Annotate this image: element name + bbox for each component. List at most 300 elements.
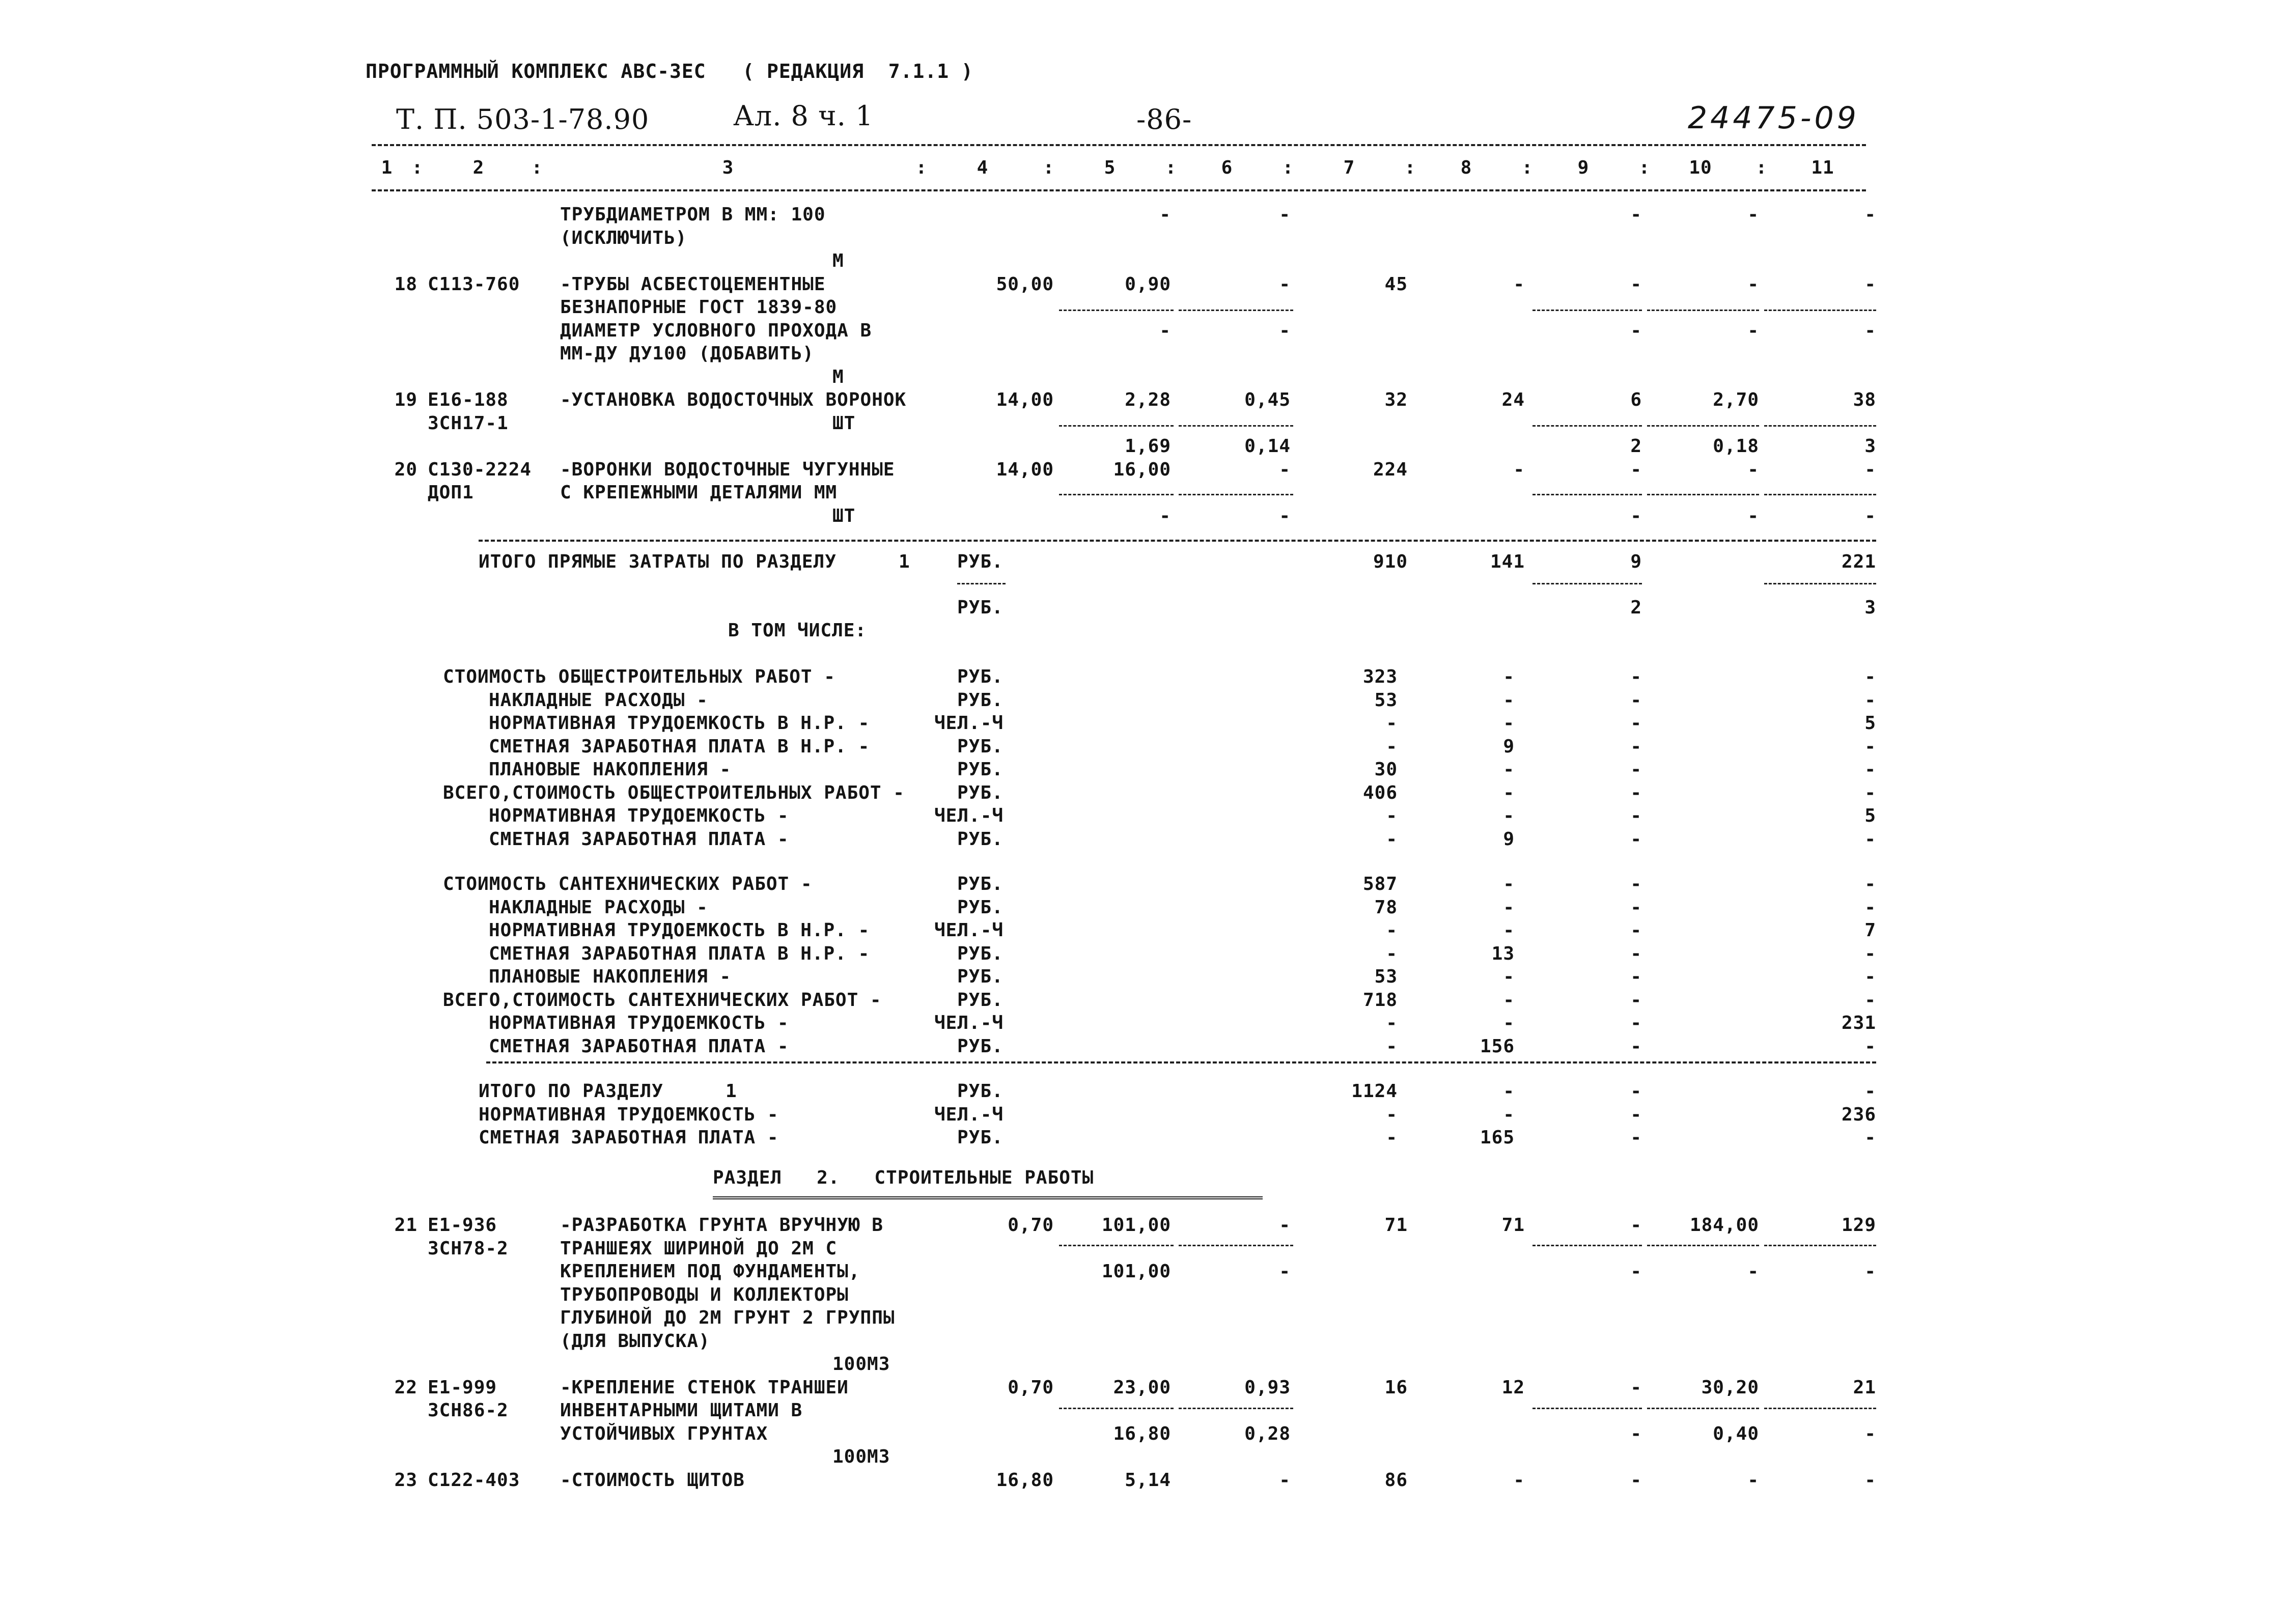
breakdown-c7: 53 bbox=[1374, 689, 1398, 711]
cell-c5: - bbox=[1159, 505, 1171, 526]
section-total-c7: - bbox=[1386, 1127, 1398, 1148]
cell-c11: - bbox=[1864, 320, 1876, 341]
section-total-c11: - bbox=[1864, 1081, 1876, 1102]
breakdown-unit: РУБ. bbox=[957, 1035, 1004, 1057]
cell-c2: С122-403 bbox=[428, 1469, 520, 1491]
column-header-11: 11 bbox=[1811, 157, 1834, 178]
breakdown-c8: - bbox=[1503, 666, 1515, 687]
breakdown-c8: - bbox=[1503, 689, 1515, 711]
section-total-c11: - bbox=[1864, 1127, 1876, 1148]
column-separator: : bbox=[1165, 157, 1177, 178]
section-total-c8: 165 bbox=[1480, 1127, 1515, 1148]
breakdown-c8: - bbox=[1503, 805, 1515, 826]
column-header-4: 4 bbox=[977, 157, 989, 178]
section-total-c9: - bbox=[1630, 1081, 1642, 1102]
column-header-6: 6 bbox=[1221, 157, 1233, 178]
cell-c4: 14,00 bbox=[996, 459, 1054, 480]
column-header-9: 9 bbox=[1577, 157, 1590, 178]
cell-c5: 101,00 bbox=[1101, 1261, 1171, 1282]
cell-c8: - bbox=[1513, 1469, 1525, 1491]
cell-c5: 5,14 bbox=[1125, 1469, 1171, 1491]
cell-c10: 0,18 bbox=[1713, 436, 1759, 457]
breakdown-c11: - bbox=[1864, 782, 1876, 803]
breakdown-c9: - bbox=[1630, 897, 1642, 918]
cell-rule bbox=[1179, 1408, 1293, 1409]
breakdown-c7: - bbox=[1386, 920, 1398, 941]
cell-c5: 16,00 bbox=[1113, 459, 1171, 480]
breakdown-c8: - bbox=[1503, 713, 1515, 734]
cell-c9: - bbox=[1630, 273, 1642, 295]
column-separator: : bbox=[1282, 157, 1294, 178]
breakdown-c11: - bbox=[1864, 943, 1876, 964]
cell-c5: 2,28 bbox=[1125, 389, 1171, 410]
breakdown-label: НОРМАТИВНАЯ ТРУДОЕМКОСТЬ В Н.Р. - bbox=[489, 713, 870, 734]
total-c8: 141 bbox=[1490, 551, 1525, 572]
cell-rule bbox=[1179, 1245, 1293, 1246]
item-unit: ШТ bbox=[832, 505, 856, 526]
cell-c11: 3 bbox=[1864, 436, 1876, 457]
item-description: ДИАМЕТР УСЛОВНОГО ПРОХОДА В bbox=[560, 320, 872, 341]
cell-c5: 1,69 bbox=[1125, 436, 1171, 457]
cell-c7: 32 bbox=[1384, 389, 1408, 410]
breakdown-c11: - bbox=[1864, 897, 1876, 918]
total-unit-2: РУБ. bbox=[957, 597, 1004, 618]
cell-rule bbox=[1059, 1408, 1174, 1409]
item-unit: ШТ bbox=[832, 412, 856, 434]
cell-c7: 224 bbox=[1373, 459, 1408, 480]
column-separator: : bbox=[411, 157, 424, 178]
cell-rule bbox=[1532, 494, 1642, 495]
cell-rule bbox=[1764, 425, 1876, 427]
cell-c10: 0,40 bbox=[1713, 1423, 1759, 1444]
cell-c4: 14,00 bbox=[996, 389, 1054, 410]
item-unit: М bbox=[832, 366, 844, 387]
cell-c2: Е16-188 bbox=[428, 389, 509, 410]
cell-c11: - bbox=[1864, 204, 1876, 225]
breakdown-unit: РУБ. bbox=[957, 966, 1004, 987]
cell-c11: - bbox=[1864, 1261, 1876, 1282]
column-header-2: 2 bbox=[472, 157, 485, 178]
breakdown-c8: 156 bbox=[1480, 1035, 1515, 1057]
breakdown-unit: РУБ. bbox=[957, 874, 1004, 894]
breakdown-unit: ЧЕЛ.-Ч bbox=[934, 713, 1004, 734]
cell-c7: 86 bbox=[1384, 1469, 1408, 1491]
cell-c5: 16,80 bbox=[1113, 1423, 1171, 1444]
item-description: ТРАНШЕЯХ ШИРИНОЙ ДО 2М С bbox=[560, 1238, 838, 1259]
cell-c5: 0,90 bbox=[1125, 273, 1171, 295]
breakdown-c7: - bbox=[1386, 1035, 1398, 1057]
cell-c6: - bbox=[1279, 1261, 1291, 1282]
cell-c9: 2 bbox=[1630, 436, 1642, 457]
cell-c2: С113-760 bbox=[428, 273, 520, 295]
breakdown-c9: - bbox=[1630, 782, 1642, 803]
breakdown-label: НОРМАТИВНАЯ ТРУДОЕМКОСТЬ - bbox=[489, 1013, 789, 1033]
breakdown-c8: - bbox=[1503, 782, 1515, 803]
item-description: БЕЗНАПОРНЫЕ ГОСТ 1839-80 bbox=[560, 297, 838, 318]
column-separator: : bbox=[1638, 157, 1651, 178]
breakdown-label: ПЛАНОВЫЕ НАКОПЛЕНИЯ - bbox=[489, 759, 732, 780]
breakdown-c9: - bbox=[1630, 828, 1642, 850]
cell-c2: Е1-936 bbox=[428, 1215, 497, 1236]
cell-c10: - bbox=[1747, 505, 1759, 526]
cell-rule bbox=[1647, 494, 1759, 495]
item-description: КРЕПЛЕНИЕМ ПОД ФУНДАМЕНТЫ, bbox=[560, 1261, 860, 1282]
breakdown-c7: 53 bbox=[1374, 966, 1398, 987]
section-total-number: 1 bbox=[726, 1081, 737, 1102]
breakdown-label: ВСЕГО,СТОИМОСТЬ ОБЩЕСТРОИТЕЛЬНЫХ РАБОТ - bbox=[443, 782, 905, 803]
breakdown-c11: - bbox=[1864, 828, 1876, 850]
cell-c10: 30,20 bbox=[1701, 1377, 1759, 1398]
column-header-7: 7 bbox=[1343, 157, 1355, 178]
section-total-c7: - bbox=[1386, 1104, 1398, 1125]
breakdown-label: СТОИМОСТЬ САНТЕХНИЧЕСКИХ РАБОТ - bbox=[443, 874, 813, 894]
item-description: -КРЕПЛЕНИЕ СТЕНОК ТРАНШЕИ bbox=[560, 1377, 849, 1398]
item-description: -ВОРОНКИ ВОДОСТОЧНЫЕ ЧУГУННЫЕ bbox=[560, 459, 895, 480]
breakdown-c11: 7 bbox=[1864, 920, 1876, 941]
section-total-c11: 236 bbox=[1841, 1104, 1876, 1125]
breakdown-unit: РУБ. bbox=[957, 897, 1004, 918]
project-code: Т. П. 503-1-78.90 bbox=[396, 103, 650, 135]
cell-c9: - bbox=[1630, 505, 1642, 526]
total-c7: 910 bbox=[1373, 551, 1408, 572]
header-rule-top bbox=[372, 144, 1866, 146]
breakdown-unit: ЧЕЛ.-Ч bbox=[934, 920, 1004, 941]
cell-c8: 12 bbox=[1501, 1377, 1525, 1398]
cell-c1: 20 bbox=[394, 459, 417, 480]
cell-rule bbox=[1532, 425, 1642, 427]
breakdown-c7: - bbox=[1386, 713, 1398, 734]
cell-c9: 6 bbox=[1630, 389, 1642, 410]
item-unit: 100М3 bbox=[832, 1446, 890, 1467]
breakdown-c9: - bbox=[1630, 943, 1642, 964]
cell-rule bbox=[1764, 1408, 1876, 1409]
cell-c4: 0,70 bbox=[1008, 1215, 1054, 1236]
section-total-label: ИТОГО ПО РАЗДЕЛУ bbox=[479, 1081, 663, 1102]
total-section-number: 1 bbox=[899, 551, 910, 572]
breakdown-c8: - bbox=[1503, 989, 1515, 1011]
section-total-c9: - bbox=[1630, 1127, 1642, 1148]
breakdown-label: НОРМАТИВНАЯ ТРУДОЕМКОСТЬ - bbox=[489, 805, 789, 826]
breakdown-c8: - bbox=[1503, 897, 1515, 918]
cell-c6: 0,28 bbox=[1244, 1423, 1291, 1444]
cell-c6: - bbox=[1279, 1469, 1291, 1491]
cell-c9: - bbox=[1630, 1215, 1642, 1236]
header-rule-bottom bbox=[372, 189, 1866, 191]
breakdown-unit: РУБ. bbox=[957, 989, 1004, 1011]
cell-rule bbox=[1764, 310, 1876, 311]
cell-c2: ЗСН86-2 bbox=[428, 1400, 509, 1421]
cell-rule bbox=[1764, 494, 1876, 495]
cell-c4: 50,00 bbox=[996, 273, 1054, 295]
item-description: -СТОИМОСТЬ ЩИТОВ bbox=[560, 1469, 745, 1491]
breakdown-c8: - bbox=[1503, 874, 1515, 894]
column-header-3: 3 bbox=[722, 157, 734, 178]
cell-c5: 101,00 bbox=[1101, 1215, 1171, 1236]
column-header-5: 5 bbox=[1104, 157, 1116, 178]
cell-c6: - bbox=[1279, 1215, 1291, 1236]
cell-c2: ДОП1 bbox=[428, 482, 474, 503]
breakdown-c9: - bbox=[1630, 1013, 1642, 1033]
breakdown-c7: - bbox=[1386, 828, 1398, 850]
breakdown-c11: - bbox=[1864, 666, 1876, 687]
cell-c5: - bbox=[1159, 204, 1171, 225]
breakdown-c9: - bbox=[1630, 736, 1642, 757]
cell-c9: - bbox=[1630, 204, 1642, 225]
breakdown-c7: 718 bbox=[1362, 989, 1398, 1011]
breakdown-c9: - bbox=[1630, 989, 1642, 1011]
cell-c9: - bbox=[1630, 320, 1642, 341]
breakdown-c9: - bbox=[1630, 689, 1642, 711]
breakdown-c7: 406 bbox=[1362, 782, 1398, 803]
breakdown-unit: РУБ. bbox=[957, 782, 1004, 803]
cell-c10: - bbox=[1747, 273, 1759, 295]
item-unit: 100М3 bbox=[832, 1354, 890, 1375]
breakdown-unit: ЧЕЛ.-Ч bbox=[934, 1013, 1004, 1033]
column-header-10: 10 bbox=[1689, 157, 1712, 178]
cell-c6: - bbox=[1279, 505, 1291, 526]
cell-c6: - bbox=[1279, 273, 1291, 295]
cell-rule bbox=[1179, 425, 1293, 427]
cell-rule bbox=[1059, 310, 1174, 311]
total-c11: 221 bbox=[1841, 551, 1876, 572]
breakdown-c8: 13 bbox=[1491, 943, 1515, 964]
cell-c4: 16,80 bbox=[996, 1469, 1054, 1491]
block-rule bbox=[486, 1061, 1876, 1063]
breakdown-label: НАКЛАДНЫЕ РАСХОДЫ - bbox=[489, 897, 708, 918]
breakdown-c11: - bbox=[1864, 1035, 1876, 1057]
breakdown-c11: - bbox=[1864, 689, 1876, 711]
column-header-8: 8 bbox=[1460, 157, 1472, 178]
breakdown-c9: - bbox=[1630, 966, 1642, 987]
section-total-unit: ЧЕЛ.-Ч bbox=[934, 1104, 1004, 1125]
column-separator: : bbox=[915, 157, 928, 178]
cell-c6: - bbox=[1279, 459, 1291, 480]
cell-rule bbox=[1532, 583, 1642, 584]
cell-c11: - bbox=[1864, 459, 1876, 480]
cell-c5: - bbox=[1159, 320, 1171, 341]
cell-c11: - bbox=[1864, 1469, 1876, 1491]
cell-c1: 18 bbox=[394, 273, 417, 295]
breakdown-c9: - bbox=[1630, 920, 1642, 941]
cell-rule bbox=[1059, 425, 1174, 427]
breakdown-label: ПЛАНОВЫЕ НАКОПЛЕНИЯ - bbox=[489, 966, 732, 987]
total-c9: 9 bbox=[1630, 551, 1642, 572]
cell-c11: 38 bbox=[1853, 389, 1876, 410]
cell-c1: 19 bbox=[394, 389, 417, 410]
breakdown-label: СМЕТНАЯ ЗАРАБОТНАЯ ПЛАТА - bbox=[489, 828, 789, 850]
breakdown-c11: - bbox=[1864, 759, 1876, 780]
breakdown-c8: - bbox=[1503, 920, 1515, 941]
cell-rule bbox=[1059, 1245, 1174, 1246]
unit-rule bbox=[957, 583, 1006, 584]
page-number: -86- bbox=[1136, 103, 1192, 135]
cell-rule bbox=[1764, 1245, 1876, 1246]
cell-c9: - bbox=[1630, 459, 1642, 480]
section-total-c9: - bbox=[1630, 1104, 1642, 1125]
cell-c2: Е1-999 bbox=[428, 1377, 497, 1398]
cell-c5: 23,00 bbox=[1113, 1377, 1171, 1398]
section-rule bbox=[479, 540, 1876, 542]
breakdown-label: СТОИМОСТЬ ОБЩЕСТРОИТЕЛЬНЫХ РАБОТ - bbox=[443, 666, 835, 687]
cell-rule bbox=[1647, 1245, 1759, 1246]
cell-rule bbox=[1532, 310, 1642, 311]
item-description: ИНВЕНТАРНЫМИ ЩИТАМИ В bbox=[560, 1400, 803, 1421]
item-unit: М bbox=[832, 250, 844, 271]
breakdown-c7: 323 bbox=[1362, 666, 1398, 687]
item-description: (ИСКЛЮЧИТЬ) bbox=[560, 227, 687, 248]
cell-c8: - bbox=[1513, 273, 1525, 295]
breakdown-label: СМЕТНАЯ ЗАРАБОТНАЯ ПЛАТА - bbox=[489, 1035, 789, 1057]
breakdown-c7: - bbox=[1386, 805, 1398, 826]
breakdown-c7: - bbox=[1386, 1013, 1398, 1033]
breakdown-c7: 30 bbox=[1374, 759, 1398, 780]
section-total-c7: 1124 bbox=[1351, 1081, 1398, 1102]
cell-c9: - bbox=[1630, 1423, 1642, 1444]
cell-c1: 22 bbox=[394, 1377, 417, 1398]
item-description: -РАЗРАБОТКА ГРУНТА ВРУЧНУЮ В bbox=[560, 1215, 883, 1236]
cell-c11: - bbox=[1864, 505, 1876, 526]
breakdown-c11: - bbox=[1864, 736, 1876, 757]
breakdown-unit: РУБ. bbox=[957, 828, 1004, 850]
cell-c10: - bbox=[1747, 459, 1759, 480]
cell-rule bbox=[1179, 494, 1293, 495]
breakdown-c11: 5 bbox=[1864, 713, 1876, 734]
album-number: Ал. 8 ч. 1 bbox=[733, 100, 874, 132]
document-number: 24475-09 bbox=[1688, 100, 1859, 136]
cell-c11: 129 bbox=[1841, 1215, 1876, 1236]
cell-c2: С130-2224 bbox=[428, 459, 532, 480]
cell-c6: 0,93 bbox=[1244, 1377, 1291, 1398]
cell-c6: 0,45 bbox=[1244, 389, 1291, 410]
cell-c11: 21 bbox=[1853, 1377, 1876, 1398]
breakdown-c7: - bbox=[1386, 736, 1398, 757]
breakdown-c9: - bbox=[1630, 874, 1642, 894]
section-total-unit: РУБ. bbox=[957, 1127, 1004, 1148]
breakdown-c9: - bbox=[1630, 805, 1642, 826]
breakdown-c8: 9 bbox=[1503, 736, 1515, 757]
column-separator: : bbox=[1043, 157, 1055, 178]
cell-c9: - bbox=[1630, 1469, 1642, 1491]
breakdown-c9: - bbox=[1630, 1035, 1642, 1057]
cell-c10: - bbox=[1747, 1261, 1759, 1282]
section-2-heading: РАЗДЕЛ 2. СТРОИТЕЛЬНЫЕ РАБОТЫ bbox=[713, 1167, 1094, 1188]
breakdown-c8: - bbox=[1503, 1013, 1515, 1033]
breakdown-c11: 5 bbox=[1864, 805, 1876, 826]
item-description: С КРЕПЕЖНЫМИ ДЕТАЛЯМИ ММ bbox=[560, 482, 838, 503]
breakdown-unit: РУБ. bbox=[957, 666, 1004, 687]
breakdown-c11: - bbox=[1864, 989, 1876, 1011]
item-description: УСТОЙЧИВЫХ ГРУНТАХ bbox=[560, 1423, 768, 1444]
cell-c10: - bbox=[1747, 204, 1759, 225]
cell-c9: - bbox=[1630, 1261, 1642, 1282]
total-c9b: 2 bbox=[1630, 597, 1642, 618]
breakdown-c9: - bbox=[1630, 759, 1642, 780]
section-total-c8: - bbox=[1503, 1104, 1515, 1125]
cell-c8: 71 bbox=[1501, 1215, 1525, 1236]
cell-c6: - bbox=[1279, 320, 1291, 341]
column-header-1: 1 bbox=[381, 157, 393, 178]
breakdown-c9: - bbox=[1630, 713, 1642, 734]
cell-c8: - bbox=[1513, 459, 1525, 480]
cell-rule bbox=[1647, 1408, 1759, 1409]
section-total-label: СМЕТНАЯ ЗАРАБОТНАЯ ПЛАТА - bbox=[479, 1127, 779, 1148]
cell-rule bbox=[1532, 1245, 1642, 1246]
cell-rule bbox=[1647, 310, 1759, 311]
column-separator: : bbox=[531, 157, 543, 178]
breakdown-c7: 78 bbox=[1374, 897, 1398, 918]
cell-c7: 16 bbox=[1384, 1377, 1408, 1398]
item-description: ГЛУБИНОЙ ДО 2М ГРУНТ 2 ГРУППЫ bbox=[560, 1307, 895, 1328]
breakdown-c7: - bbox=[1386, 943, 1398, 964]
breakdown-label: СМЕТНАЯ ЗАРАБОТНАЯ ПЛАТА В Н.Р. - bbox=[489, 736, 870, 757]
cell-c6: - bbox=[1279, 204, 1291, 225]
breakdown-unit: ЧЕЛ.-Ч bbox=[934, 805, 1004, 826]
cell-rule bbox=[1647, 425, 1759, 427]
including-label: В ТОМ ЧИСЛЕ: bbox=[728, 620, 867, 641]
cell-c6: 0,14 bbox=[1244, 436, 1291, 457]
cell-c10: - bbox=[1747, 1469, 1759, 1491]
cell-c1: 21 bbox=[394, 1215, 417, 1236]
cell-c7: 71 bbox=[1384, 1215, 1408, 1236]
column-separator: : bbox=[1404, 157, 1416, 178]
total-unit: РУБ. bbox=[957, 551, 1004, 572]
total-c11b: 3 bbox=[1864, 597, 1876, 618]
item-description: ММ-ДУ ДУ100 (ДОБАВИТЬ) bbox=[560, 343, 814, 364]
cell-rule bbox=[1059, 494, 1174, 495]
cell-c10: - bbox=[1747, 320, 1759, 341]
breakdown-unit: РУБ. bbox=[957, 736, 1004, 757]
breakdown-c8: - bbox=[1503, 759, 1515, 780]
item-description: ТРУБОПРОВОДЫ И КОЛЛЕКТОРЫ bbox=[560, 1284, 849, 1305]
cell-rule bbox=[1764, 583, 1876, 584]
breakdown-unit: РУБ. bbox=[957, 943, 1004, 964]
cell-rule bbox=[1532, 1408, 1642, 1409]
total-direct-costs-label: ИТОГО ПРЯМЫЕ ЗАТРАТЫ ПО РАЗДЕЛУ bbox=[479, 551, 837, 572]
cell-c4: 0,70 bbox=[1008, 1377, 1054, 1398]
section-total-label: НОРМАТИВНАЯ ТРУДОЕМКОСТЬ - bbox=[479, 1104, 779, 1125]
cell-c11: - bbox=[1864, 1423, 1876, 1444]
breakdown-unit: РУБ. bbox=[957, 759, 1004, 780]
cell-c1: 23 bbox=[394, 1469, 417, 1491]
item-description: -ТРУБЫ АСБЕСТОЦЕМЕНТНЫЕ bbox=[560, 273, 826, 295]
program-title: ПРОГРАММНЫЙ КОМПЛЕКС АВС-ЗЕС ( РЕДАКЦИЯ 7.1.1 ) bbox=[366, 60, 973, 82]
item-description: (ДЛЯ ВЫПУСКА) bbox=[560, 1330, 710, 1352]
item-description: ТРУБДИАМЕТРОМ В ММ: 100 bbox=[560, 204, 826, 225]
cell-c2: ЗСН17-1 bbox=[428, 412, 509, 434]
breakdown-label: НОРМАТИВНАЯ ТРУДОЕМКОСТЬ В Н.Р. - bbox=[489, 920, 870, 941]
cell-c7: 45 bbox=[1384, 273, 1408, 295]
cell-rule bbox=[1179, 310, 1293, 311]
breakdown-label: ВСЕГО,СТОИМОСТЬ САНТЕХНИЧЕСКИХ РАБОТ - bbox=[443, 989, 882, 1011]
breakdown-c11: 231 bbox=[1841, 1013, 1876, 1033]
cell-c2: ЗСН78-2 bbox=[428, 1238, 509, 1259]
item-description: -УСТАНОВКА ВОДОСТОЧНЫХ ВОРОНОК bbox=[560, 389, 907, 410]
section-total-unit: РУБ. bbox=[957, 1081, 1004, 1102]
breakdown-unit: РУБ. bbox=[957, 689, 1004, 711]
section-total-c8: - bbox=[1503, 1081, 1515, 1102]
breakdown-c11: - bbox=[1864, 874, 1876, 894]
heading-underline bbox=[713, 1196, 1263, 1199]
cell-c10: 184,00 bbox=[1689, 1215, 1759, 1236]
cell-c11: - bbox=[1864, 273, 1876, 295]
breakdown-c9: - bbox=[1630, 666, 1642, 687]
breakdown-c8: 9 bbox=[1503, 828, 1515, 850]
breakdown-label: СМЕТНАЯ ЗАРАБОТНАЯ ПЛАТА В Н.Р. - bbox=[489, 943, 870, 964]
cell-c10: 2,70 bbox=[1713, 389, 1759, 410]
breakdown-c8: - bbox=[1503, 966, 1515, 987]
cell-c8: 24 bbox=[1501, 389, 1525, 410]
column-separator: : bbox=[1521, 157, 1534, 178]
